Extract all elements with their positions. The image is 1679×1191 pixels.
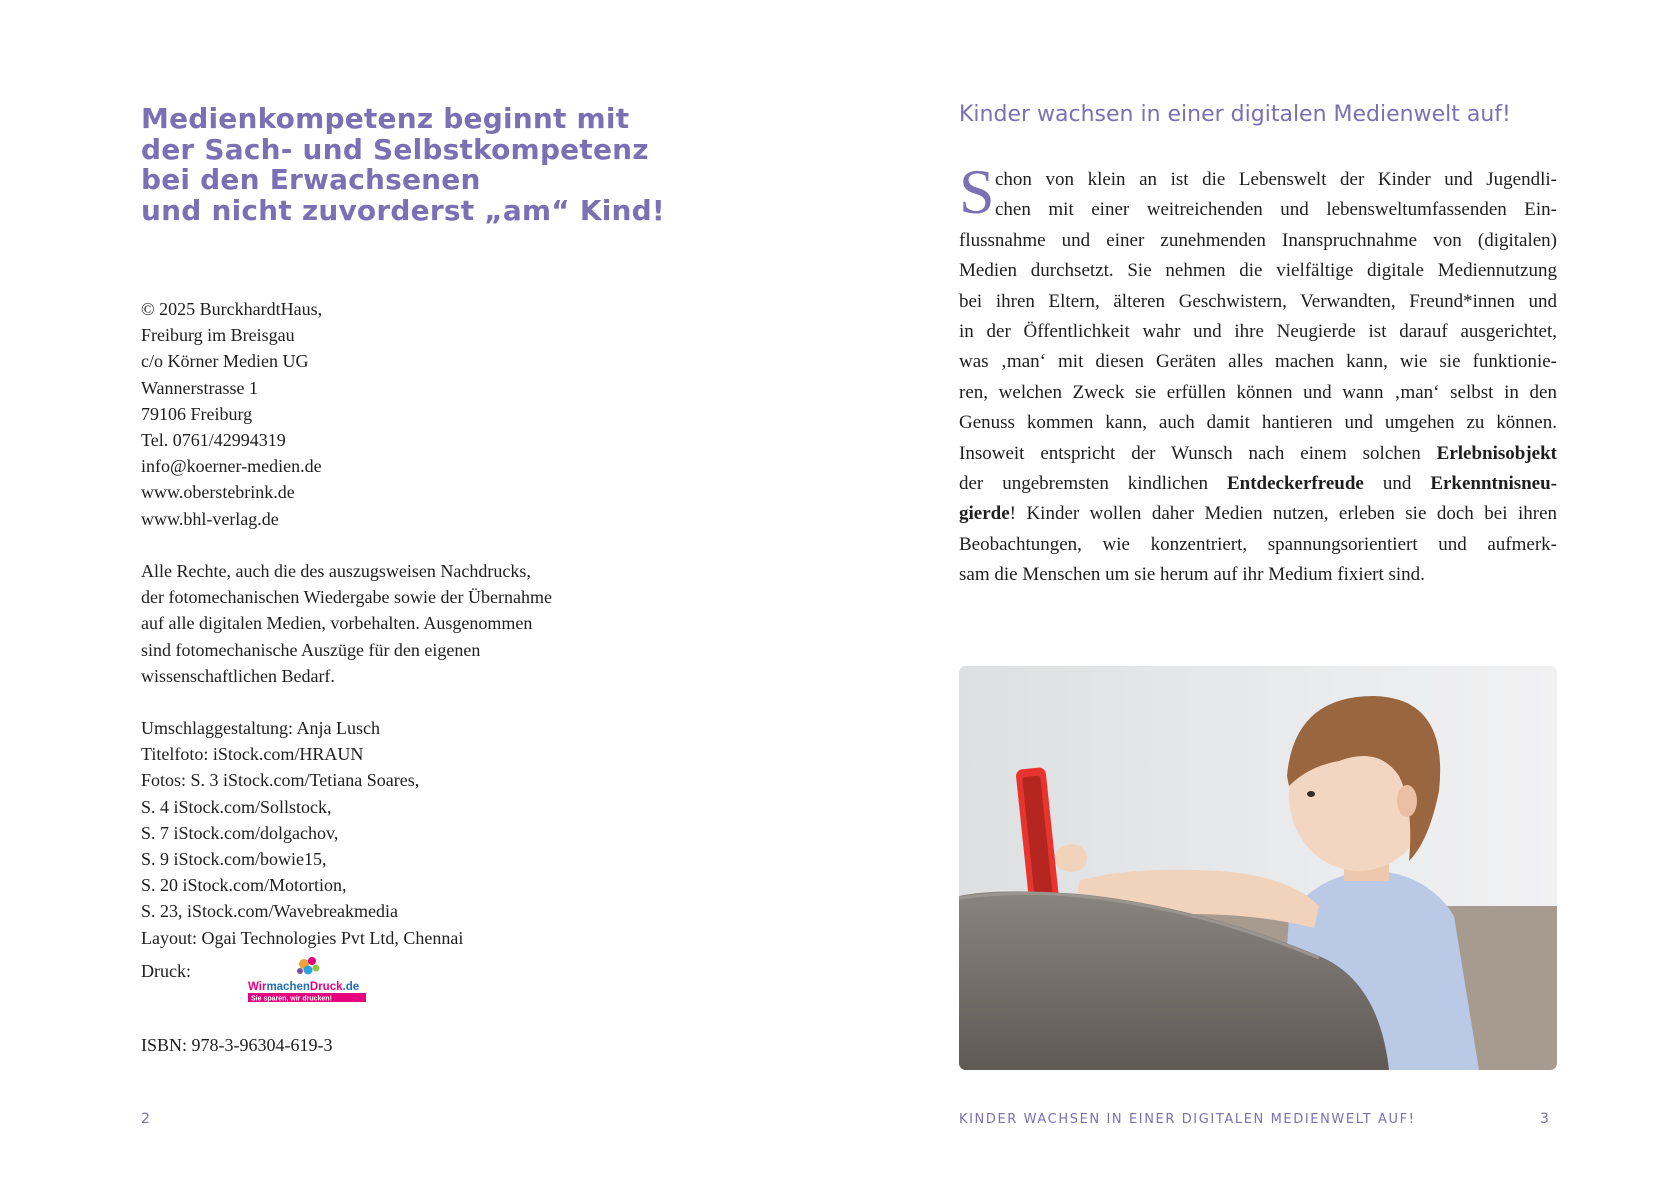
running-head: KINDER WACHSEN IN EINER DIGITALEN MEDIENWELT AUF! bbox=[959, 1112, 1416, 1127]
isbn: ISBN: 978-3-96304-619-3 bbox=[141, 1035, 333, 1055]
credit-line: Layout: Ogai Technologies Pvt Ltd, Chennai bbox=[141, 927, 464, 948]
imprint-line: © 2025 BurckhardtHaus, bbox=[141, 299, 323, 319]
credit-line: Fotos: S. 3 iStock.com/Tetiana Soares, bbox=[141, 770, 420, 791]
text-line: chon von klein an ist die Lebenswelt der Kinder und Jugendli- bbox=[995, 169, 1557, 190]
bold-term: Entdeckerfreude bbox=[1226, 472, 1364, 494]
body-paragraph bbox=[959, 165, 1557, 590]
imprint-website: www.oberstebrink.de bbox=[141, 482, 295, 503]
headline-line: der Sach- und Selbstkompetenz bbox=[141, 132, 649, 166]
rights-notice bbox=[141, 558, 552, 689]
imprint-website: www.bhl-verlag.de bbox=[141, 508, 279, 529]
rights-line: auf alle digitalen Medien, vorbehalten. Ausgenommen bbox=[141, 613, 533, 634]
logo-dot bbox=[304, 966, 313, 975]
logo-dot bbox=[308, 957, 316, 965]
text-line: bei ihren Eltern, älteren Geschwistern, Verwandten, Freund*innen und bbox=[959, 290, 1557, 312]
credit-line: Umschlaggestaltung: Anja Lusch bbox=[141, 718, 380, 738]
headline-line: und nicht zuvorderst „am“ Kind! bbox=[141, 193, 665, 227]
section-title: Kinder wachsen in einer digitalen Medienwelt auf! bbox=[959, 102, 1511, 127]
child-hand bbox=[1055, 844, 1087, 872]
text-line: sam die Menschen um sie herum auf ihr Medium fixiert sind. bbox=[959, 564, 1425, 586]
headline-line: bei den Erwachsenen bbox=[141, 163, 481, 196]
drop-cap: S bbox=[959, 156, 995, 227]
page-number-right: 3 bbox=[1540, 1111, 1549, 1127]
text-line: was ‚man‘ mit diesen Geräten alles machen kann, wie sie funktionie- bbox=[959, 351, 1557, 373]
credit-line: S. 23, iStock.com/Wavebreakmedia bbox=[141, 901, 398, 922]
imprint-line: 79106 Freiburg bbox=[141, 403, 253, 424]
text-line: in der Öffentlichkeit wahr und ihre Neugierde ist darauf ausgerichtet, bbox=[959, 320, 1557, 342]
headline bbox=[141, 104, 665, 226]
bold-term: gierde bbox=[959, 503, 1010, 525]
text-line: Genuss kommen kann, auch damit hantieren und umgehen zu können. bbox=[959, 412, 1557, 434]
credit-line: S. 4 iStock.com/Sollstock, bbox=[141, 796, 332, 817]
logo-dot bbox=[297, 968, 303, 974]
photo-child-with-phone bbox=[959, 666, 1557, 1070]
rights-line: Alle Rechte, auch die des auszugsweisen Nachdrucks, bbox=[141, 561, 531, 581]
druck-label: Druck: bbox=[141, 961, 191, 981]
text-line: gierde! Kinder wollen daher Medien nutzen, erleben sie doch bei ihren bbox=[959, 503, 1557, 525]
imprint-block bbox=[141, 296, 322, 532]
credit-line: S. 20 iStock.com/Motortion, bbox=[141, 875, 347, 896]
printer-logo bbox=[246, 955, 372, 1005]
child-ear bbox=[1397, 785, 1417, 817]
logo-tagline: Sie sparen, wir drucken! bbox=[251, 995, 332, 1003]
text-line: Beobachtungen, wie konzentriert, spannungsorientiert und aufmerk- bbox=[959, 533, 1557, 555]
page-number-left: 2 bbox=[141, 1111, 150, 1127]
logo-dot bbox=[313, 965, 320, 972]
credit-line: S. 9 iStock.com/bowie15, bbox=[141, 849, 327, 870]
bold-term: Erlebnisobjekt bbox=[1436, 442, 1557, 464]
child-eye bbox=[1307, 791, 1315, 797]
text-line: Medien durchsetzt. Sie nehmen die vielfältige digitale Mediennutzung bbox=[959, 260, 1557, 282]
headline-line: Medienkompetenz beginnt mit bbox=[141, 102, 630, 135]
rights-line: wissenschaftlichen Bedarf. bbox=[141, 665, 335, 686]
text-line: chen mit einer weitreichenden und lebensweltumfassenden Ein- bbox=[995, 199, 1557, 221]
credit-line: Titelfoto: iStock.com/HRAUN bbox=[141, 744, 364, 765]
imprint-email: info@koerner-medien.de bbox=[141, 456, 322, 477]
text-line: ren, welchen Zweck sie erfüllen können und wann ‚man‘ selbst in den bbox=[959, 381, 1557, 403]
rights-line: der fotomechanischen Wiedergabe sowie der Übernahme bbox=[141, 587, 552, 608]
rights-line: sind fotomechanische Auszüge für den eigenen bbox=[141, 639, 481, 660]
logo-wordmark: WirmachenDruck.de bbox=[248, 981, 360, 993]
text-line: der ungebremsten kindlichen Entdeckerfreude und Erkenntnisneu- bbox=[959, 472, 1558, 494]
credit-line: S. 7 iStock.com/dolgachov, bbox=[141, 822, 339, 843]
text-line: flussnahme und einer zunehmenden Inanspruchnahme von (digitalen) bbox=[959, 229, 1557, 251]
imprint-line: Freiburg im Breisgau bbox=[141, 325, 295, 346]
imprint-phone: Tel. 0761/42994319 bbox=[141, 430, 286, 451]
credits-block bbox=[141, 715, 463, 951]
text-line: Insoweit entspricht der Wunsch nach einem solchen Erlebnisobjekt bbox=[959, 442, 1557, 464]
imprint-line: Wannerstrasse 1 bbox=[141, 377, 259, 398]
bold-term: Erkenntnisneu- bbox=[1430, 472, 1558, 494]
imprint-line: c/o Körner Medien UG bbox=[141, 351, 309, 372]
